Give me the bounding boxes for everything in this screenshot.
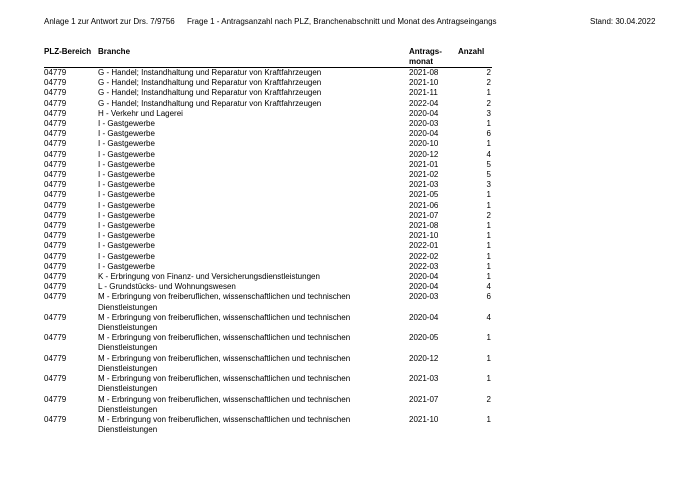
table-row	[0, 262, 700, 272]
table-row	[0, 160, 700, 170]
cell-monat: 2021-06	[409, 200, 439, 210]
cell-monat: 2021-08	[409, 221, 439, 231]
cell-anzahl: 3	[486, 180, 491, 190]
cell-monat: 2021-11	[409, 88, 438, 98]
cell-branche: I - Gastgewerbe	[98, 139, 155, 149]
cell-plz: 04779	[44, 88, 67, 98]
table-row	[0, 374, 700, 394]
cell-plz: 04779	[44, 272, 67, 282]
document-title: Frage 1 - Antragsanzahl nach PLZ, Branchenabschnitt und Monat des Antragseingangs	[187, 17, 497, 26]
cell-branche: I - Gastgewerbe	[98, 261, 155, 271]
cell-plz: 04779	[44, 312, 67, 322]
cell-anzahl: 1	[486, 88, 491, 98]
cell-monat: 2022-04	[409, 98, 439, 108]
cell-anzahl: 2	[486, 98, 491, 108]
cell-branche: I - Gastgewerbe	[98, 180, 155, 190]
cell-branche: M - Erbringung von freiberuflichen, wissenschaftlichen und technischen Dienstleistungen	[98, 292, 351, 312]
cell-monat: 2021-03	[409, 180, 439, 190]
cell-monat: 2020-04	[409, 282, 439, 292]
cell-monat: 2020-03	[409, 292, 439, 302]
table-row	[0, 221, 700, 231]
cell-branche: H - Verkehr und Lagerei	[98, 108, 183, 118]
cell-branche: I - Gastgewerbe	[98, 231, 155, 241]
table-row	[0, 180, 700, 190]
table-row	[0, 190, 700, 200]
cell-monat: 2021-07	[409, 210, 439, 220]
cell-plz: 04779	[44, 394, 67, 404]
cell-branche: I - Gastgewerbe	[98, 190, 155, 200]
cell-monat: 2021-01	[409, 159, 439, 169]
table-row	[0, 415, 700, 435]
cell-plz: 04779	[44, 68, 67, 77]
cell-monat: 2021-08	[409, 68, 439, 77]
table-row	[0, 272, 700, 282]
cell-anzahl: 5	[486, 170, 491, 180]
cell-branche: I - Gastgewerbe	[98, 170, 155, 180]
cell-branche: I - Gastgewerbe	[98, 210, 155, 220]
cell-branche: I - Gastgewerbe	[98, 129, 155, 139]
cell-anzahl: 1	[486, 139, 491, 149]
table-row	[0, 139, 700, 149]
status-date: Stand: 30.04.2022	[590, 17, 656, 26]
cell-monat: 2022-02	[409, 251, 439, 261]
cell-anzahl: 1	[486, 241, 491, 251]
column-header-branche: Branche	[98, 47, 131, 56]
cell-monat: 2021-07	[409, 394, 439, 404]
cell-anzahl: 1	[486, 333, 491, 343]
cell-anzahl: 2	[486, 394, 491, 404]
column-header-monat	[409, 47, 442, 67]
cell-branche: I - Gastgewerbe	[98, 149, 155, 159]
cell-plz: 04779	[44, 231, 67, 241]
table-row	[0, 68, 700, 78]
cell-plz: 04779	[44, 139, 67, 149]
cell-monat: 2020-12	[409, 149, 439, 159]
cell-anzahl: 4	[486, 312, 491, 322]
table-body	[0, 68, 700, 435]
cell-monat: 2021-02	[409, 170, 439, 180]
cell-monat: 2020-12	[409, 353, 439, 363]
cell-anzahl: 1	[486, 119, 491, 129]
cell-monat: 2021-10	[409, 231, 439, 241]
cell-branche: L - Grundstücks- und Wohnungswesen	[98, 282, 236, 292]
cell-plz: 04779	[44, 149, 67, 159]
cell-monat: 2020-10	[409, 139, 439, 149]
cell-branche: G - Handel; Instandhaltung und Reparatur von Kraftfahrzeugen	[98, 78, 322, 88]
cell-plz: 04779	[44, 180, 67, 190]
column-header-plz: PLZ-Bereich	[44, 47, 92, 56]
column-header-monat-line2: monat	[409, 57, 433, 66]
cell-branche: M - Erbringung von freiberuflichen, wissenschaftlichen und technischen Dienstleistungen	[98, 312, 351, 333]
cell-branche: I - Gastgewerbe	[98, 119, 155, 129]
table-row	[0, 241, 700, 251]
cell-anzahl: 1	[486, 231, 491, 241]
column-header-anzahl: Anzahl	[458, 47, 485, 56]
table-row	[0, 333, 700, 353]
cell-plz: 04779	[44, 374, 67, 384]
cell-plz: 04779	[44, 170, 67, 180]
cell-plz: 04779	[44, 119, 67, 129]
cell-anzahl: 4	[486, 282, 491, 292]
cell-monat: 2020-04	[409, 129, 439, 139]
table-row	[0, 99, 700, 109]
cell-plz: 04779	[44, 210, 67, 220]
cell-plz: 04779	[44, 221, 67, 231]
cell-branche: M - Erbringung von freiberuflichen, wissenschaftlichen und technischen Dienstleistungen	[98, 414, 351, 435]
cell-plz: 04779	[44, 129, 67, 139]
table-row	[0, 354, 700, 374]
cell-monat: 2021-03	[409, 374, 439, 384]
cell-anzahl: 1	[486, 414, 491, 424]
cell-anzahl: 4	[486, 149, 491, 159]
column-header-monat-line1: Antrags-	[409, 47, 442, 56]
table-row	[0, 88, 700, 98]
cell-monat: 2020-05	[409, 333, 439, 343]
table-row	[0, 282, 700, 292]
cell-anzahl: 1	[486, 261, 491, 271]
cell-plz: 04779	[44, 108, 67, 118]
cell-monat: 2020-03	[409, 119, 439, 129]
cell-monat: 2020-04	[409, 108, 439, 118]
table-row	[0, 109, 700, 119]
cell-monat: 2021-05	[409, 190, 439, 200]
cell-monat: 2020-04	[409, 312, 439, 322]
table-row	[0, 313, 700, 333]
cell-plz: 04779	[44, 353, 67, 363]
cell-monat: 2021-10	[409, 78, 439, 88]
cell-branche: I - Gastgewerbe	[98, 200, 155, 210]
cell-plz: 04779	[44, 261, 67, 271]
table-row	[0, 231, 700, 241]
cell-branche: G - Handel; Instandhaltung und Reparatur von Kraftfahrzeugen	[98, 68, 322, 77]
table-row	[0, 211, 700, 221]
cell-plz: 04779	[44, 251, 67, 261]
cell-plz: 04779	[44, 282, 67, 292]
cell-branche: M - Erbringung von freiberuflichen, wissenschaftlichen und technischen Dienstleistungen	[98, 333, 351, 353]
table-row	[0, 119, 700, 129]
table-row	[0, 395, 700, 415]
cell-anzahl: 1	[486, 353, 491, 363]
cell-branche: I - Gastgewerbe	[98, 251, 155, 261]
cell-plz: 04779	[44, 190, 67, 200]
cell-anzahl: 6	[486, 292, 491, 302]
cell-plz: 04779	[44, 333, 67, 343]
cell-anzahl: 2	[486, 68, 491, 77]
cell-branche: I - Gastgewerbe	[98, 159, 155, 169]
cell-monat: 2022-01	[409, 241, 439, 251]
cell-anzahl: 1	[486, 272, 491, 282]
cell-anzahl: 1	[486, 251, 491, 261]
cell-anzahl: 3	[486, 108, 491, 118]
cell-anzahl: 1	[486, 190, 491, 200]
cell-plz: 04779	[44, 292, 67, 302]
cell-branche: K - Erbringung von Finanz- und Versicherungsdienstleistungen	[98, 272, 320, 282]
cell-plz: 04779	[44, 159, 67, 169]
cell-plz: 04779	[44, 414, 67, 424]
cell-branche: G - Handel; Instandhaltung und Reparatur von Kraftfahrzeugen	[98, 88, 322, 98]
cell-anzahl: 2	[486, 78, 491, 88]
table-row	[0, 129, 700, 139]
cell-monat: 2021-10	[409, 414, 439, 424]
table-row	[0, 252, 700, 262]
cell-monat: 2020-04	[409, 272, 439, 282]
table-row	[0, 150, 700, 160]
cell-plz: 04779	[44, 98, 67, 108]
cell-branche: M - Erbringung von freiberuflichen, wissenschaftlichen und technischen Dienstleistungen	[98, 394, 351, 414]
table-row	[0, 78, 700, 88]
cell-plz: 04779	[44, 200, 67, 210]
cell-branche: M - Erbringung von freiberuflichen, wissenschaftlichen und technischen Dienstleistungen	[98, 353, 351, 373]
cell-anzahl: 1	[486, 221, 491, 231]
cell-branche: G - Handel; Instandhaltung und Reparatur von Kraftfahrzeugen	[98, 98, 322, 108]
table-row	[0, 292, 700, 312]
cell-plz: 04779	[44, 241, 67, 251]
document-reference: Anlage 1 zur Antwort zur Drs. 7/9756	[44, 17, 175, 26]
cell-branche: M - Erbringung von freiberuflichen, wissenschaftlichen und technischen Dienstleistungen	[98, 374, 351, 394]
cell-anzahl: 5	[486, 159, 491, 169]
cell-anzahl: 2	[486, 210, 491, 220]
cell-branche: I - Gastgewerbe	[98, 221, 155, 231]
cell-anzahl: 6	[486, 129, 491, 139]
cell-anzahl: 1	[486, 200, 491, 210]
table-row	[0, 201, 700, 211]
cell-plz: 04779	[44, 78, 67, 88]
table-row	[0, 170, 700, 180]
cell-monat: 2022-03	[409, 261, 439, 271]
cell-branche: I - Gastgewerbe	[98, 241, 155, 251]
cell-anzahl: 1	[486, 374, 491, 384]
